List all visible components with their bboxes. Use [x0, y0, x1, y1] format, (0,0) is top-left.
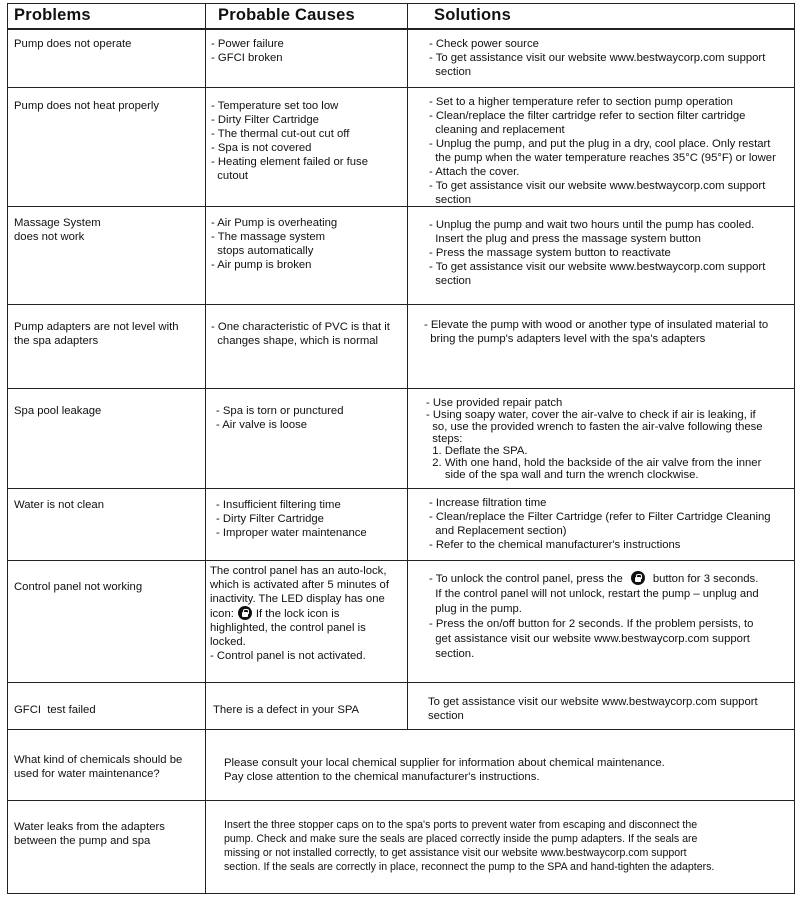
causes-cell — [211, 216, 405, 272]
solution-line: - Unplug the pump and wait two hours until the pump has cooled. — [429, 219, 755, 231]
cause-line: - Control panel is not activated. — [210, 650, 366, 662]
cause-line: stops automatically — [211, 245, 314, 257]
solution-line: section — [429, 66, 472, 78]
solution-line: steps: — [426, 433, 463, 445]
solution-line: - Use provided repair patch — [426, 397, 563, 409]
solution-line: section — [429, 275, 472, 287]
causes-cell — [216, 498, 405, 540]
problem-cell — [14, 703, 199, 717]
solution-line: - Clean/replace the filter cartridge refer to section filter cartridge — [429, 110, 746, 122]
solution-line: section — [428, 710, 464, 722]
row-divider — [8, 87, 794, 88]
header-solutions: Solutions — [434, 6, 511, 24]
causes-cell — [216, 404, 405, 432]
problem-text: Pump adapters are not level with — [14, 321, 179, 333]
problem-text: does not work — [14, 231, 85, 243]
row-divider — [8, 304, 794, 305]
solutions-cell — [429, 571, 794, 662]
cause-line: - Air pump is broken — [211, 259, 312, 271]
solution-line: Please consult your local chemical supplier for information about chemical maintenance. — [224, 757, 665, 769]
causes-cell — [213, 703, 405, 717]
solution-line: and Replacement section) — [429, 525, 567, 537]
solution-line: - To get assistance visit our website www.bestwaycorp.com support — [429, 180, 766, 192]
solution-line: Pay close attention to the chemical manufacturer's instructions. — [224, 771, 540, 783]
cause-line: inactivity. The LED display has one — [210, 593, 385, 605]
solution-line: so, use the provided wrench to fasten the air-valve following these — [426, 421, 763, 433]
cause-line: - Dirty Filter Cartridge — [211, 114, 319, 126]
solution-line: pump. Check and make sure the seals are placed correctly inside the pump adapters. If the seals are — [224, 833, 698, 845]
cause-line: highlighted, the control panel is — [210, 622, 366, 634]
problem-text: What kind of chemicals should be — [14, 754, 183, 766]
solution-line: If the control panel will not unlock, restart the pump – unplug and — [429, 588, 759, 600]
problem-text: Pump does not operate — [14, 38, 132, 50]
header-divider — [8, 28, 794, 30]
solution-line: cleaning and replacement — [429, 124, 565, 136]
solution-line: - To get assistance visit our website www.bestwaycorp.com support — [429, 261, 766, 273]
problem-cell — [14, 320, 199, 348]
solution-line: - Set to a higher temperature refer to section pump operation — [429, 96, 733, 108]
cause-line: locked. — [210, 636, 246, 648]
lock-icon — [631, 571, 645, 585]
problem-text: GFCI test failed — [14, 704, 96, 716]
problem-cell — [14, 216, 199, 244]
cause-line: - Spa is torn or punctured — [216, 405, 344, 417]
causes-cell — [211, 37, 405, 65]
solution-line: - Increase filtration time — [429, 497, 547, 509]
cause-text: If the lock icon is — [255, 608, 340, 620]
solution-line: - Elevate the pump with wood or another type of insulated material to — [424, 319, 769, 331]
solution-text: button for 3 seconds. — [652, 573, 759, 585]
problem-cell — [14, 580, 199, 594]
cause-line: - Temperature set too low — [211, 100, 339, 112]
solution-line: 2. With one hand, hold the backside of the air valve from the inner — [426, 457, 762, 469]
solutions-cell — [429, 37, 794, 79]
solution-line: - Refer to the chemical manufacturer's instructions — [429, 539, 681, 551]
solution-text: - To unlock the control panel, press the — [429, 573, 623, 585]
causes-cell — [211, 320, 405, 348]
solutions-cell — [224, 818, 794, 874]
problem-text: used for water maintenance? — [14, 768, 160, 780]
row-divider — [8, 388, 794, 389]
solution-line: the pump when the water temperature reaches 35°C (95°F) or lower — [429, 152, 776, 164]
header-problems: Problems — [14, 6, 91, 24]
problem-cell — [14, 99, 199, 113]
solutions-cell — [424, 318, 794, 346]
cause-text: icon: — [210, 608, 234, 620]
causes-cell — [210, 564, 405, 663]
problem-cell — [14, 498, 199, 512]
problem-text: Massage System — [14, 217, 101, 229]
solutions-cell — [426, 397, 794, 481]
problem-text: Water is not clean — [14, 499, 104, 511]
cause-line: changes shape, which is normal — [211, 335, 379, 347]
solution-line: side of the spa wall and turn the wrench clockwise. — [426, 469, 699, 481]
cause-line: - Air valve is loose — [216, 419, 308, 431]
cause-line: - The thermal cut-out cut off — [211, 128, 350, 140]
cause-line: - Heating element failed or fuse — [211, 156, 368, 168]
cause-line: There is a defect in your SPA — [213, 704, 360, 716]
solutions-cell — [429, 496, 794, 552]
problem-text: Spa pool leakage — [14, 405, 102, 417]
solution-line: Insert the three stopper caps on to the spa's ports to prevent water from escaping and disconnect the — [224, 819, 698, 831]
row-divider — [8, 682, 794, 683]
cause-line: - Insufficient filtering time — [216, 499, 341, 511]
cause-line: cutout — [211, 170, 249, 182]
solution-line-with-icon — [429, 571, 794, 587]
column-divider — [407, 4, 408, 729]
solution-line: Insert the plug and press the massage system button — [429, 233, 701, 245]
causes-cell — [211, 99, 405, 183]
row-divider — [8, 729, 794, 730]
cause-line: - Improper water maintenance — [216, 527, 367, 539]
solution-line: - Using soapy water, cover the air-valve to check if air is leaking, if — [426, 409, 756, 421]
header-causes: Probable Causes — [218, 6, 355, 24]
cause-line: - Power failure — [211, 38, 284, 50]
cause-line: which is activated after 5 minutes of — [210, 579, 389, 591]
problem-text: between the pump and spa — [14, 835, 151, 847]
problem-text: Water leaks from the adapters — [14, 821, 165, 833]
troubleshooting-table — [7, 3, 795, 894]
problem-cell — [14, 404, 199, 418]
solution-line: plug in the pump. — [429, 603, 522, 615]
solution-line: - To get assistance visit our website www.bestwaycorp.com support — [429, 52, 766, 64]
problem-text: Control panel not working — [14, 581, 143, 593]
column-divider — [205, 729, 206, 893]
solutions-cell — [429, 218, 794, 288]
problem-cell — [14, 753, 199, 781]
solution-line: section — [429, 194, 472, 206]
cause-line: - Dirty Filter Cartridge — [216, 513, 324, 525]
cause-line: - GFCI broken — [211, 52, 283, 64]
lock-icon — [238, 606, 252, 620]
cause-line-with-icon — [210, 606, 405, 621]
row-divider — [8, 488, 794, 489]
row-divider — [8, 560, 794, 561]
solution-line: - Press the on/off button for 2 seconds. If the problem persists, to — [429, 618, 754, 630]
solution-line: - Unplug the pump, and put the plug in a dry, cool place. Only restart — [429, 138, 771, 150]
problem-text: Pump does not heat properly — [14, 100, 160, 112]
column-divider — [205, 4, 206, 729]
solution-line: 1. Deflate the SPA. — [426, 445, 528, 457]
cause-line: The control panel has an auto-lock, — [210, 565, 387, 577]
solution-line: get assistance visit our website www.bestwaycorp.com support — [429, 633, 750, 645]
solution-line: - Attach the cover. — [429, 166, 520, 178]
solutions-cell — [224, 756, 794, 784]
row-divider — [8, 800, 794, 801]
solution-line: To get assistance visit our website www.bestwaycorp.com support — [428, 696, 758, 708]
solution-line: - Clean/replace the Filter Cartridge (refer to Filter Cartridge Cleaning — [429, 511, 771, 523]
solution-line: section. — [429, 648, 475, 660]
solutions-cell — [428, 695, 794, 723]
problem-text: the spa adapters — [14, 335, 99, 347]
solution-line: - Check power source — [429, 38, 539, 50]
solution-line: missing or not installed correctly, to get assistance visit our website www.bestwaycorp.com support — [224, 847, 687, 859]
cause-line: - The massage system — [211, 231, 326, 243]
problem-cell — [14, 37, 199, 51]
solutions-cell — [429, 95, 794, 207]
solution-line: bring the pump's adapters level with the spa's adapters — [424, 333, 706, 345]
solution-line: section. If the seals are correctly in place, reconnect the pump to the SPA and hand-tighten the adapters. — [224, 861, 715, 873]
problem-cell — [14, 820, 199, 848]
cause-line: - Spa is not covered — [211, 142, 312, 154]
solution-line: - Press the massage system button to reactivate — [429, 247, 671, 259]
cause-line: - One characteristic of PVC is that it — [211, 321, 390, 333]
cause-line: - Air Pump is overheating — [211, 217, 338, 229]
